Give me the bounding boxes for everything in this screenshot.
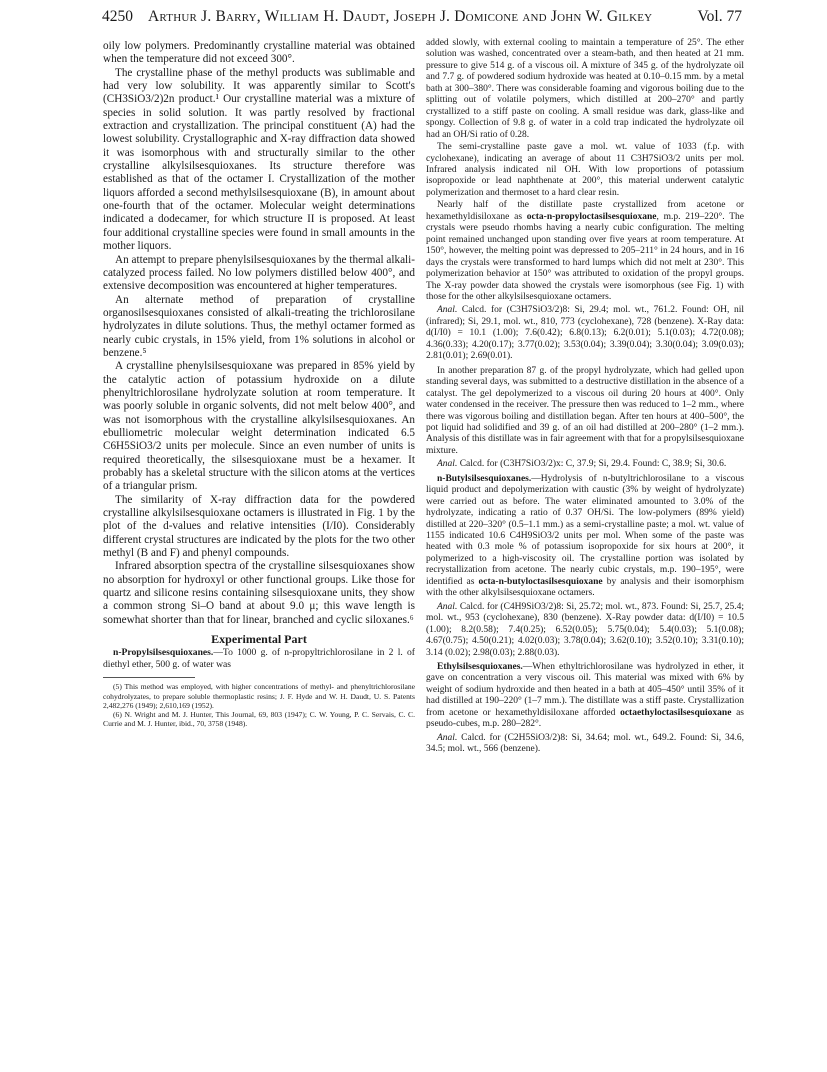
text-run: by analysis and their isomorphism with the other alkylsilsesquioxane octamers.: [426, 576, 744, 599]
paragraph: The crystalline phase of the methyl products was sublimable and had very low solubility. It was apparently similar to Scott's (CH3SiO3/2)2n product.¹ Our crystalline material was a mixture of species in solid solution. It was partly resolved by fractional extraction and crystallization. The principal constituent (A) had the lowest solubility. Crystallographic and X-ray diffraction data showed it was isomorphous with and structurally similar to the other crystalline alkylsilsesquioxanes. Its structure therefore was established as that of the octamer I. Crystallization of the mother liquors afforded a second methylsilsesquioxane (B), in amount about one-fourth that of the octamer. Molecular weight determinations indicated a dodecamer, for which structure II is proposed. At least four additional crystalline species were found in small amounts in the mother liquors.: [103, 66, 415, 253]
experimental-text: —To 1000 g. of n-propyltrichlorosilane in 2 l. of diethyl ether, 500 g. of water was: [103, 647, 415, 670]
analysis-paragraph: [426, 459, 744, 470]
subsection-heading: n-Butylsilsesquioxanes.: [437, 473, 532, 484]
paragraph: A crystalline phenylsilsesquioxane was prepared in 85% yield by the catalytic action of potassium hydroxide on a dilute phenyltrichlorosilane hydrolyzate solution at room temperature. It was poorly soluble in organic solvents, did not melt below 400°, and was not isomorphous with the crystalline alkylsilsesquioxanes. An ebulliometric molecular weight determination indicated 6.5 C6H5SiO3/2 units per molecule. Since an even number of units is required theoretically, the silsesquioxane must be a hexamer. It probably has a skeletal structure with the silicon atoms at the vertices of a triangular prism.: [103, 360, 415, 493]
paragraph: [426, 662, 744, 731]
paragraph: In another preparation 87 g. of the propyl hydrolyzate, which had gelled upon standing several days, was submitted to a destructive distillation in the absence of a catalyst. The gel depolymerized to a viscous oil during 20 hours at 400°. Only water condensed in the receiver. The pressure then was reduced to 1–2 mm., where there was vigorous boiling and distillation began. After ten hours at 400–500°, the pot liquid had solidified and 39 g. of an oil had distilled at 200–280° (1–2 mm.). Analysis of this distillate was in fair agreement with that for a propylsilsesquioxane mixture.: [426, 365, 744, 456]
text-run: —When ethyltrichlorosilane was hydrolyzed in ether, it gave on concentration a very viscous oil. This material was mixed with 6% by weight of sodium hydroxide and then heated in a bath at 405–450° until 35% of it had distilled at 190–220° (1–7 mm.). The distillate was a stiff paste. Crystallization from acetone or hexamethyldisiloxane afforded: [426, 662, 744, 718]
footnote: (6) N. Wright and M. J. Hunter, This Journal, 69, 803 (1947); C. W. Young, P. C. Servais, C. C. Currie and M. J. Hunter, ibid., 70, 3758 (1948).: [103, 710, 415, 729]
section-title: Experimental Part: [211, 632, 307, 647]
running-header-authors: Arthur J. Barry, William H. Daudt, Joseph J. Domicone and John W. Gilkey: [148, 8, 653, 25]
paragraph: [426, 474, 744, 600]
paragraph: oily low polymers. Predominantly crystalline material was obtained when the temperature did not exceed 300°.: [103, 40, 415, 66]
paragraph: The similarity of X-ray diffraction data for the powdered crystalline alkylsilsesquioxane octamers is illustrated in Fig. 1 by the plot of the d-values and relative intensities (I/I0). Considerably different crystal structures are indicated by the plots for the two other methyl (B and F) and phenyl compounds.: [103, 493, 415, 560]
experimental-paragraph: [103, 647, 415, 670]
paragraph: [426, 200, 744, 303]
analysis-label: Anal.: [437, 601, 458, 612]
running-header: [102, 8, 742, 30]
paragraph: An alternate method of preparation of crystalline organosilsesquioxanes consisted of alkali-treating the trichlorosilane hydrolyzates in dilute solutions. Thus, the methyl octamer formed as nearly cubic crystals, in 15% yield, from 1% solutions in alcohol or benzene.⁵: [103, 293, 415, 359]
journal-volume: Vol. 77: [697, 8, 742, 25]
subsection-heading: n-Propylsilsesquioxanes.: [113, 647, 214, 659]
subsection-heading: Ethylsilsesquioxanes.: [437, 662, 523, 673]
compound-name: octaethyloctasilsesquioxane: [620, 707, 732, 718]
analysis-label: Anal.: [437, 459, 458, 470]
left-column: [103, 40, 415, 728]
analysis-label: Anal.: [437, 732, 458, 743]
analysis-text: Calcd. for (C4H9SiO3/2)8: Si, 25.72; mol. wt., 873. Found: Si, 25.7, 25.4; mol. wt., 953 (cyclohexane), 830 (benzene). X-Ray powder data: d(I/I0) = 10.5 (1.00); 8.2(0.58); 7.4(0.25); 6.52(0.05); 5.75(0.04); 5.4(0.03); 5.1(0.08); 4.67(0.75); 4.50(0.21); 4.02(0.03); 3.78(0.04); 3.62(0.10); 3.52(0.10); 3.31(0.10); 3.14 (0.02); 2.98(0.03); 2.88(0.03).: [426, 601, 744, 658]
paragraph: Infrared absorption spectra of the crystalline silsesquioxanes show no absorption for hydroxyl or other functional groups. Like those for quartz and silicone resins containing silsesquioxane units, they show a common strong Si–O band at about 9.0 μ; this wave length is somewhat shorter than that for linear, branched and cyclic siloxanes.⁶: [103, 560, 415, 626]
text-run: as pseudo-cubes, m.p. 280–282°.: [426, 707, 744, 730]
page-number: 4250: [102, 8, 133, 25]
compound-name: octa-n-butyloctasilsesquioxane: [478, 576, 603, 587]
analysis-text: Calcd. for (C3H7SiO3/2)8: Si, 29.4; mol. wt., 761.2. Found: OH, nil (infrared); Si, 29.1, mol. wt., 810, 773 (cyclohexane), 728 (benzene). X-Ray data: d(I/I0) = 10.1 (1.00); 7.6(0.42); 6.8(0.13); 6.2(0.01); 5.1(0.03); 4.72(0.08); 4.36(0.33); 4.20(0.17); 3.77(0.02); 3.53(0.04); 3.39(0.04); 3.30(0.04); 3.09(0.03); 2.81(0.01); 2.69(0.01).: [426, 305, 744, 362]
paragraph: The semi-crystalline paste gave a mol. wt. value of 1033 (f.p. with cyclohexane), indicating an average of about 11 C3H7SiO3/2 units per mol. Infrared analysis indicated nil OH. With low proportions of potassium isopropoxide or lead naphthenate at 200°, this material underwent catalytic polymerization and thermoset to a hard clear resin.: [426, 142, 744, 198]
footnote-divider: [103, 677, 195, 678]
text-run: —Hydrolysis of n-butyltrichlorosilane to a viscous liquid product and depolymerization with caustic (3% by weight of hydrolyzate) were carried out as before. The water eliminated amounted to 3.0% of the hydrolyzate, indicating a ratio of 0.37 OH/Si. The low-polymers (89% yield) distilled at 220–320° (0.5–1.1 mm.) as a semi-crystalline paste; a mol. wt. value of 1155 indicated 10.6 C4H9SiO3/2 units per mol. When some of the paste was heated with 0.3 mole % of potassium isopropoxide for six hours at 200°, it polymerized to a high-viscosity oil. The crystalline portion was isolated by recrystallization from acetone. The nearly cubic crystals, m.p. 190–195°, were identified as: [426, 473, 744, 587]
right-column: [426, 38, 744, 759]
analysis-paragraph: [426, 733, 744, 756]
analysis-label: Anal.: [437, 305, 458, 316]
analysis-text: Calcd. for (C2H5SiO3/2)8: Si, 34.64; mol. wt., 649.2. Found: Si, 34.6, 34.5; mol. wt., 566 (benzene).: [426, 732, 744, 755]
analysis-paragraph: [426, 305, 744, 362]
compound-name: octa-n-propyloctasilsesquioxane: [526, 211, 657, 222]
footnote: (5) This method was employed, with higher concentrations of methyl- and phenyltrichlorosilane cohydrolyzates, to prepare soluble thermoplastic resins; J. F. Hyde and W. H. Daudt, U. S. Patents 2,482,276 (1949); 2,610,169 (1952).: [103, 682, 415, 710]
paragraph: An attempt to prepare phenylsilsesquioxanes by the thermal alkali-catalyzed process failed. No low polymers distilled below 400°, and extensive decomposition was encountered at higher temperatures.: [103, 253, 415, 293]
text-run: Nearly half of the distillate paste crystallized from acetone or hexamethyldisiloxane as: [426, 200, 744, 222]
analysis-text: Calcd. for (C3H7SiO3/2)x: C, 37.9; Si, 29.4. Found: C, 38.9; Si, 30.6.: [457, 459, 727, 470]
text-run: , m.p. 219–220°. The crystals were pseudo rhombs having a nearly cubic configuration. The melting point remained unchanged upon standing over five years at room temperature. At 150°, however, the melting point was depressed to 205–211° in 24 hours, and in 16 days the crystals were transformed to hard lumps which did not melt at 230°. This polymerization behavior at 150° was attributed to oxidation of the propyl groups. The X-ray powder data showed the crystals were isomorphous (see Fig. 1) with those for the other alkylsilsesquioxane octamers.: [426, 211, 744, 302]
paragraph: added slowly, with external cooling to maintain a temperature of 25°. The ether solution was washed, concentrated over a steam-bath, and then heated at 21 mm. pressure to give 514 g. of a viscous oil. A mixture of 345 g. of the hydrolyzate oil and 7.7 g. of powdered sodium hydroxide was heated at 0.10–0.15 mm. by a metal bath at 300–380°. There was considerable foaming and vigorous boiling due to the splitting out of volatile polymers, which distilled at 200–270° and partly crystallized to a stiff paste on cooling. A small residue was dark, glass-like and spongy. Collection of 9.8 g. of water in a cold trap indicated the hydrolyzate oil had an OH/Si ratio of 0.28.: [426, 38, 744, 140]
analysis-paragraph: [426, 602, 744, 659]
